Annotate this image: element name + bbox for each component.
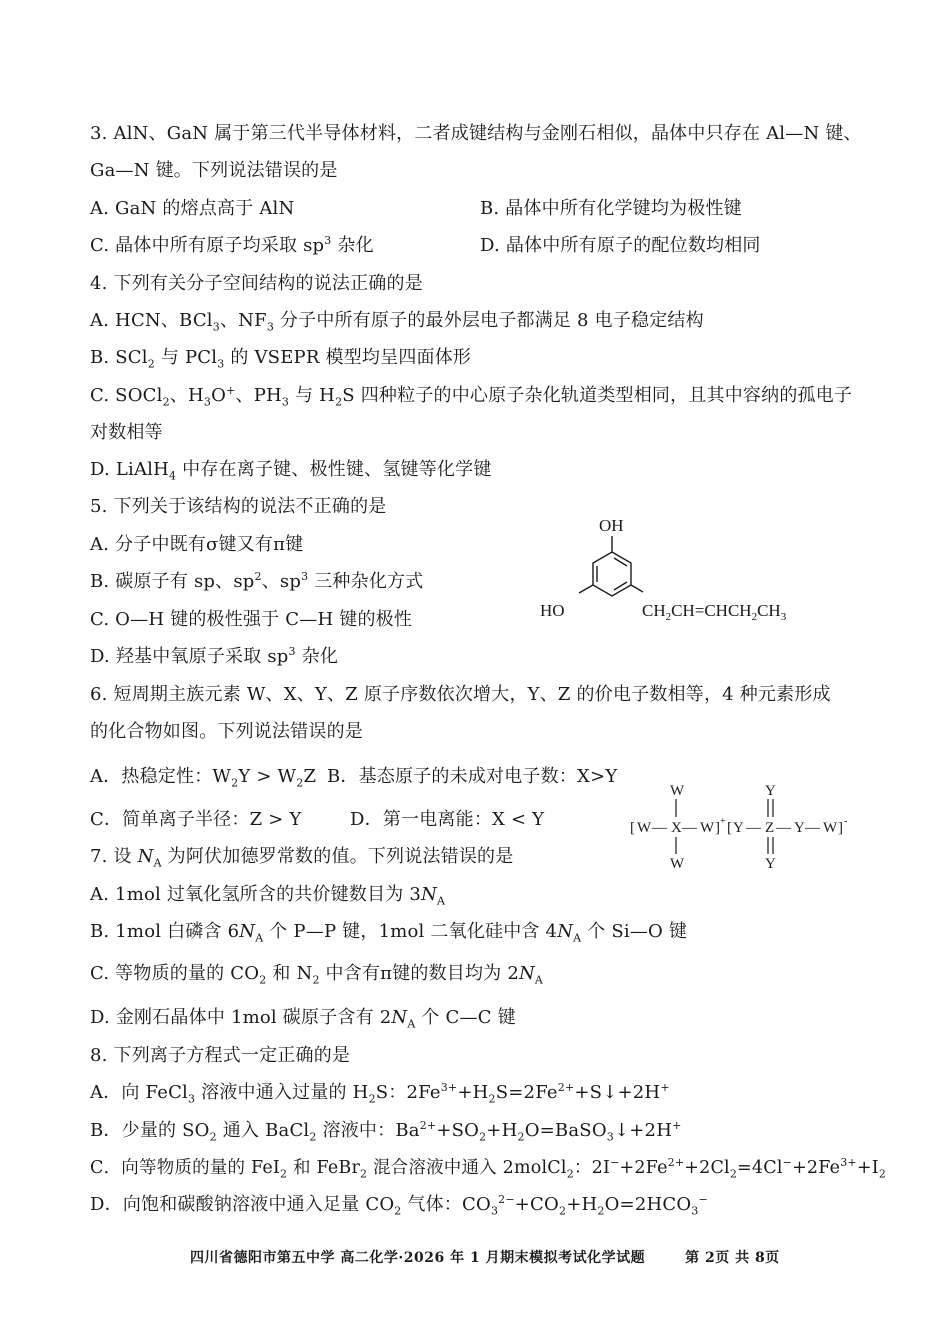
q5-stem: 5. 下列关于该结构的说法不正确的是 <box>90 496 387 517</box>
anion-w: W <box>823 820 838 836</box>
q3-stem-line2: Ga—N 键。下列说法错误的是 <box>90 160 338 181</box>
q8-option-a: A．向 FeCl$_3$ 溶液中通入过量的 $H_2S$：$2Fe^{3+}+H_2S=2Fe^{2+}+S↓+2H^+$ <box>90 1081 670 1106</box>
cation-w-bottom: W <box>670 856 685 872</box>
q6-option-b: B．基态原子的未成对电子数：X>Y <box>327 766 618 787</box>
q8-stem: 8. 下列离子方程式一定正确的是 <box>90 1045 351 1066</box>
side-chain-label: $CH_2CH=CHCH_2CH_3$ <box>642 601 787 623</box>
q6-stem-line2: 的化合物如图。下列说法错误的是 <box>90 721 363 742</box>
q3-option-b: B. 晶体中所有化学键均为极性键 <box>480 198 742 219</box>
q3-stem-line1: 3. AlN、GaN 属于第三代半导体材料，二者成键结构与金刚石相似，晶体中只存在 Al—N 键、 <box>90 123 862 144</box>
q4-stem: 4. 下列有关分子空间结构的说法正确的是 <box>90 273 423 294</box>
q4-option-b: B. SCl$_2$ 与 PCl$_3$ 的 VSEPR 模型均呈四面体形 <box>90 347 472 371</box>
benzene-ring <box>593 552 631 596</box>
ho-label-left: HO <box>540 601 565 620</box>
q3-option-d: D. 晶体中所有原子的配位数均相同 <box>480 235 761 256</box>
q5-option-d: D. 羟基中氧原子采取 $sp^3$ 杂化 <box>90 645 339 667</box>
cation-w-right: W <box>700 820 715 836</box>
anion-z: Z <box>765 820 775 836</box>
anion-bond-left: — <box>746 820 761 836</box>
q6-stem-line1: 6. 短周期主族元素 W、X、Y、Z 原子序数依次增大，Y、Z 的价电子数相等，4 种元素形成 <box>90 684 831 705</box>
q4-option-c-line2: 对数相等 <box>90 422 163 443</box>
q3-option-c: C. 晶体中所有原子均采取 $sp^3$ 杂化 <box>90 234 374 256</box>
q6-option-a: A．热稳定性：$W_2Y > W_2Z$ <box>90 766 317 790</box>
cation-bracket-right: ] <box>715 820 720 836</box>
cation-x: X <box>671 820 682 836</box>
cation-bond-right: — <box>682 820 697 836</box>
q5-option-c: C. O—H 键的极性强于 C—H 键的极性 <box>90 609 413 630</box>
anion-bond-right: — <box>776 820 791 836</box>
q8-option-d: D．向饱和碳酸钠溶液中通入足量 $CO_2$ 气体：$CO_3^{2-}+CO_2+H_2O=2HCO_3^-$ <box>90 1193 708 1218</box>
q8-option-b: B．少量的 $SO_2$ 通入 BaCl$_2$ 溶液中：$Ba^{2+}+SO_2+H_2O=BaSO_3↓+2H^+$ <box>90 1119 682 1144</box>
oh-label-top: OH <box>599 516 624 535</box>
anion-y-right: Y <box>794 820 805 836</box>
q4-option-d: D. LiAlH$_4$ 中存在离子键、极性键、氢键等化学键 <box>90 459 492 483</box>
q7-option-b: B. 1mol 白磷含 $6N_A$ 个 P—P 键，1mol 二氧化硅中含 $4N_A$ 个 Si—O 键 <box>90 921 688 945</box>
cation-bracket-left: [ <box>630 820 635 836</box>
resorcinol-structure-diagram <box>535 512 835 632</box>
q5-option-a: A. 分子中既有σ键又有π键 <box>90 534 304 555</box>
q4-option-a: A. HCN、BCl$_3$、$NF_3$ 分子中所有原子的最外层电子都满足 8 电子稳定结构 <box>90 310 704 334</box>
q7-option-a: A. 1mol 过氧化氢所含的共价键数目为 $3N_A$ <box>90 884 446 908</box>
q3-option-a: A. GaN 的熔点高于 AlN <box>90 198 295 219</box>
q4-option-c: C. SOCl$_2$、$H_3O^+$、$PH_3$ 与 $H_2S$ 四种粒子的中心原子杂化轨道类型相同，且其中容纳的孤电子 <box>90 384 853 409</box>
q6-option-c: C．简单离子半径：Z > Y <box>90 809 302 830</box>
footer-title: 四川省德阳市第五中学 高二化学·2026 年 1 月期末模拟考试化学试题 <box>190 1250 646 1266</box>
footer-page-number: 第 2页 共 8页 <box>685 1250 780 1266</box>
q7-stem: 7. 设 $N_A$ 为阿伏加德罗常数的值。下列说法错误的是 <box>90 846 514 870</box>
q8-option-c: C．向等物质的量的 FeI$_2$ 和 FeBr$_2$ 混合溶液中通入 2molCl$_2$：$2I^-+2Fe^{2+}+2Cl_2=4Cl^-+2Fe^{3+}+I_2$ <box>90 1156 887 1181</box>
cation-bond-left: — <box>652 820 667 836</box>
anion-bracket-right: ] <box>838 820 843 836</box>
q6-option-d: D．第一电离能：X < Y <box>350 809 545 830</box>
cation-w-top: W <box>670 783 685 799</box>
anion-bracket-left: [ <box>727 820 732 836</box>
cation-charge: + <box>720 816 726 827</box>
cation-w-left: W <box>637 820 652 836</box>
q7-option-c: C. 等物质的量的 $CO_2$ 和 $N_2$ 中含有π键的数目均为 $2N_A$ <box>90 963 544 987</box>
anion-y-left: Y <box>733 820 744 836</box>
anion-charge: - <box>844 816 848 827</box>
anion-y-top: Y <box>765 783 776 799</box>
ionic-compound-diagram <box>628 782 868 872</box>
q7-option-d: D. 金刚石晶体中 1mol 碳原子含有 $2N_A$ 个 C—C 键 <box>90 1007 516 1031</box>
page-footer <box>190 1247 780 1267</box>
q5-option-b: B. 碳原子有 sp、$sp^2$、$sp^3$ 三种杂化方式 <box>90 570 424 592</box>
anion-bond-far: — <box>805 820 820 836</box>
anion-y-bottom: Y <box>765 856 776 872</box>
